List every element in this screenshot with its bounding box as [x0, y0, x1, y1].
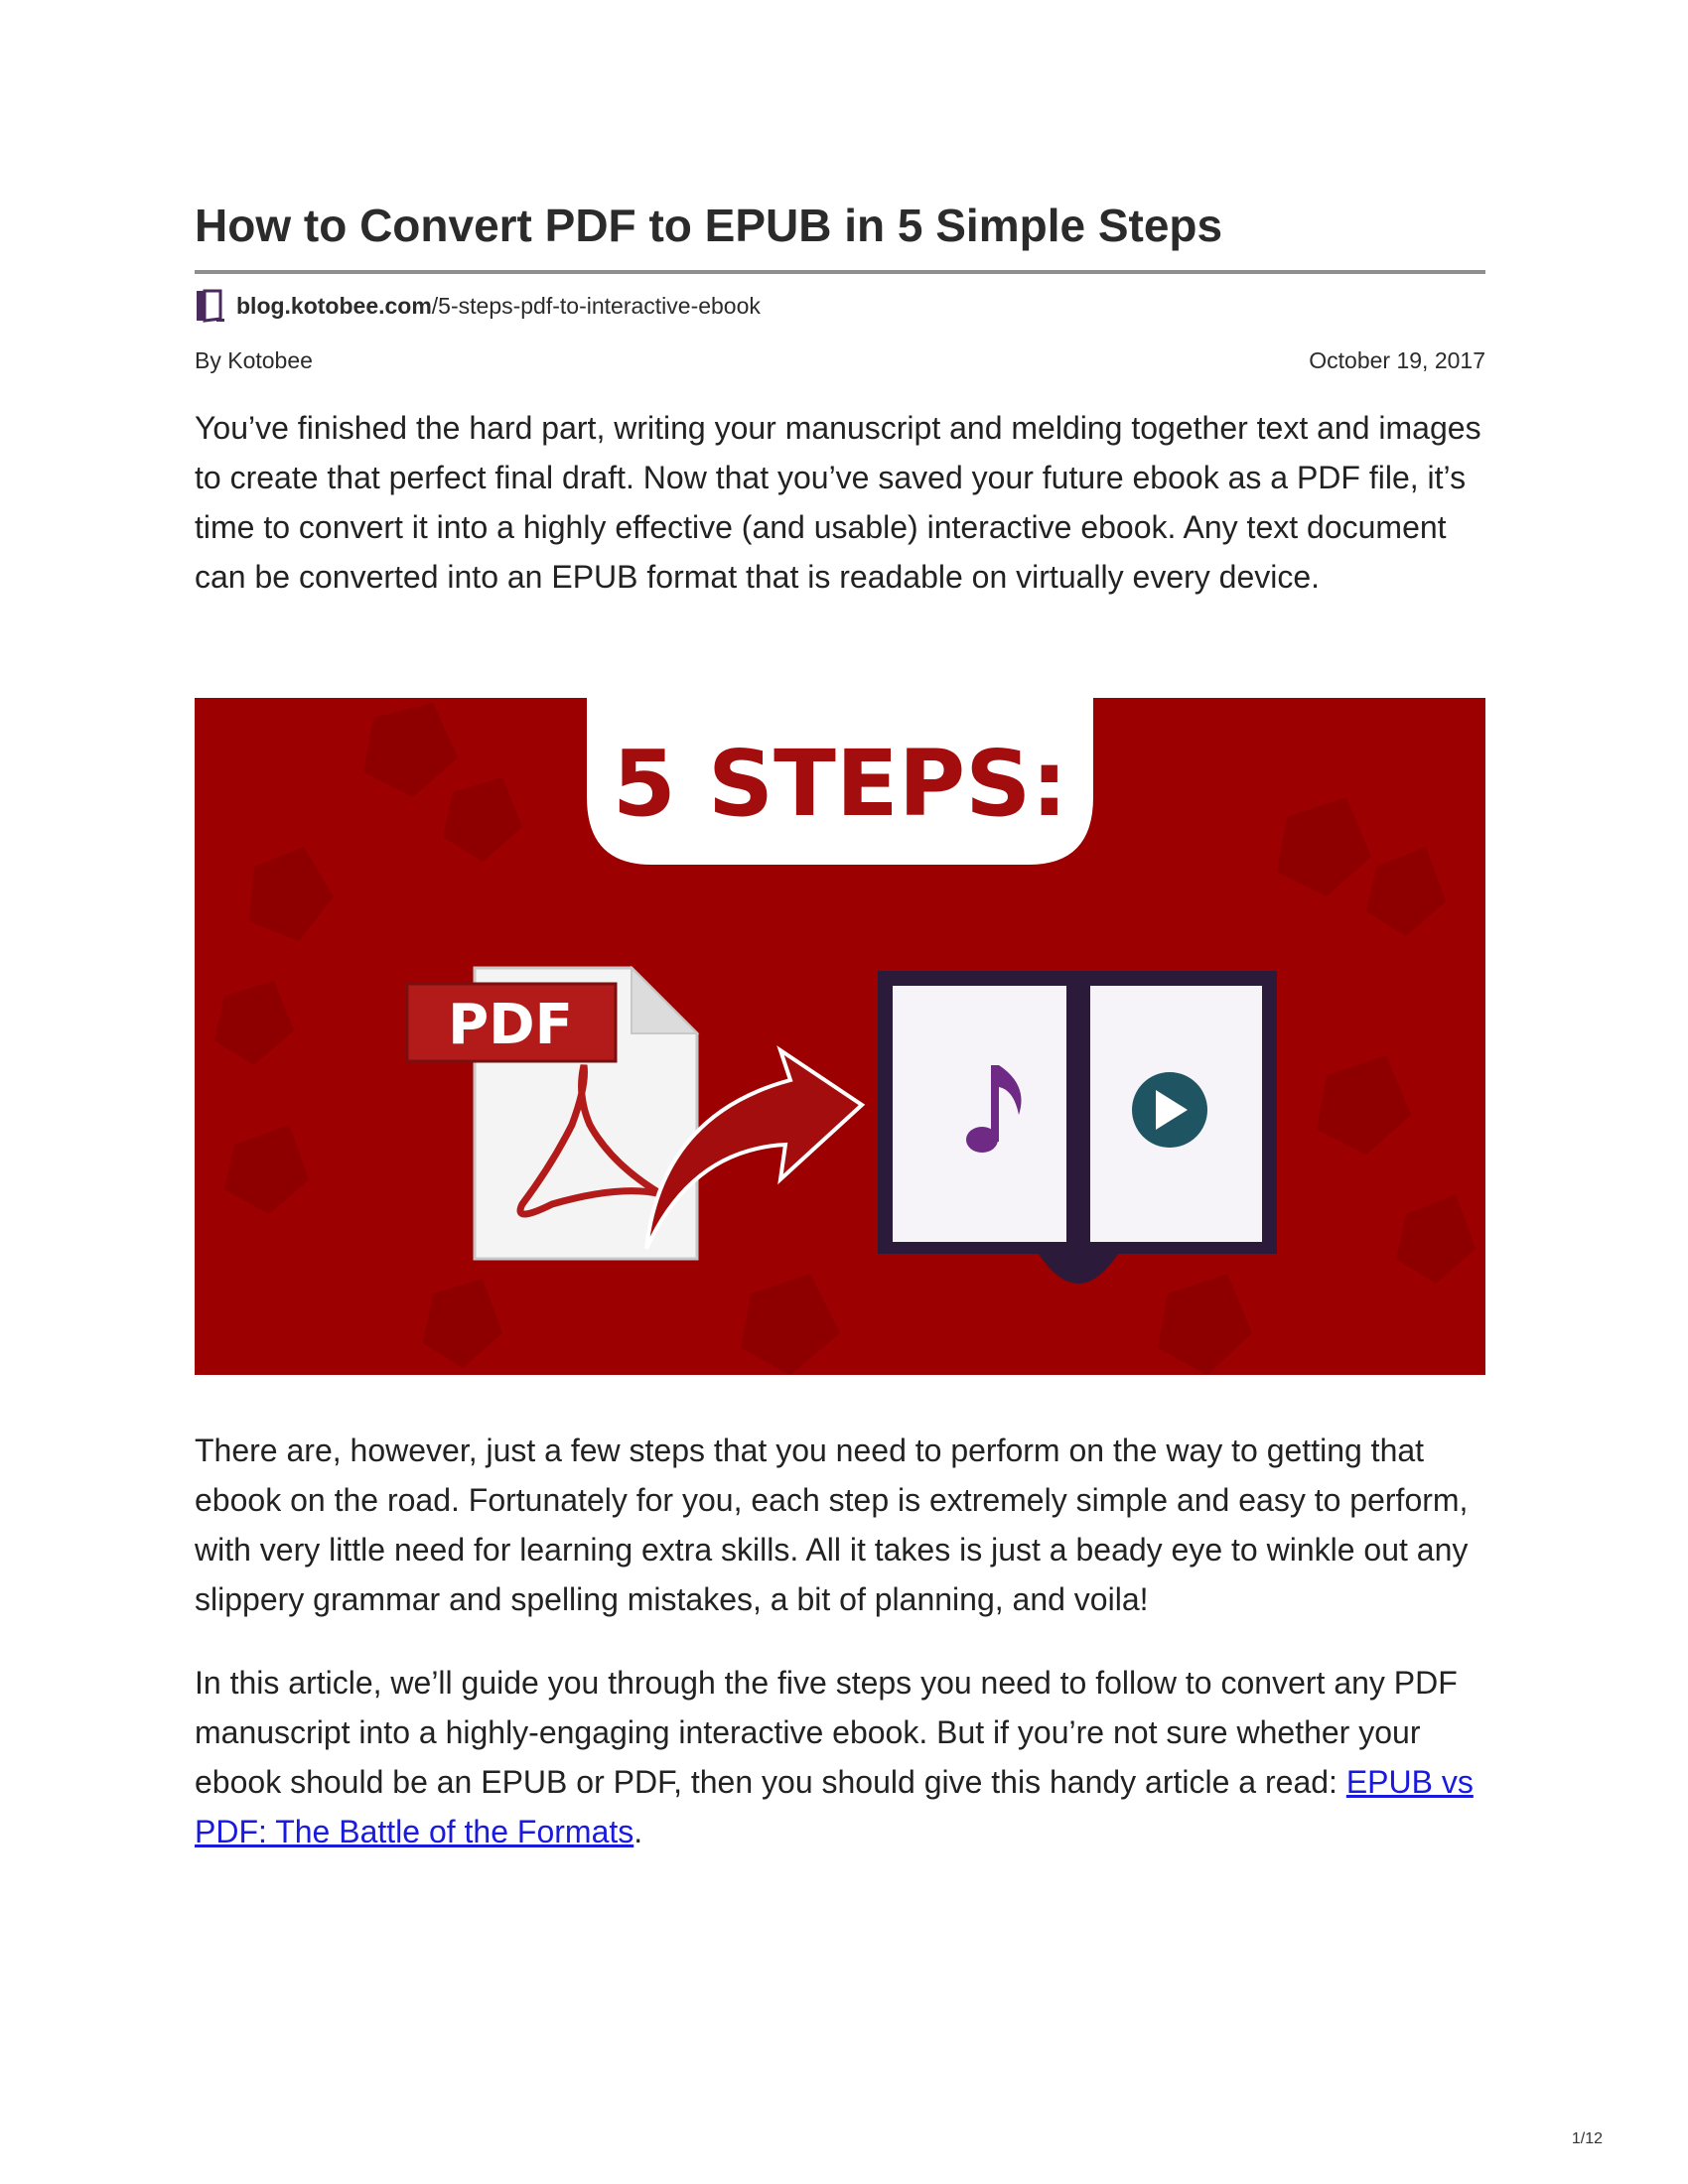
hero-image	[195, 698, 1485, 1375]
article-title: How to Convert PDF to EPUB in 5 Simple Steps	[195, 200, 1223, 251]
page-number: 1/12	[1571, 2130, 1603, 2147]
paragraph-end: .	[633, 1814, 643, 1849]
intro-paragraph: You’ve finished the hard part, writing your manuscript and melding together text and images to create that perfect final draft. Now that you’ve saved your future ebook as a PDF file, it’s time to convert it into a highly effective (and usable) interactive ebook. Any text document can be converted into an EPUB format that is readable on virtually every device.	[195, 410, 1481, 595]
publish-date: October 19, 2017	[1309, 347, 1485, 373]
play-button-icon	[1132, 1072, 1207, 1148]
source-link[interactable]	[195, 288, 761, 324]
source-path[interactable]: /5-steps-pdf-to-interactive-ebook	[431, 292, 761, 319]
source-domain[interactable]: blog.kotobee.com	[236, 292, 432, 319]
pdf-label: PDF	[448, 993, 573, 1057]
kotobee-logo-icon	[195, 289, 226, 323]
open-book-icon	[878, 971, 1277, 1284]
author-byline: By Kotobee	[195, 347, 313, 373]
body-paragraph: There are, however, just a few steps that you need to perform on the way to getting that ebook on the road. Fortunately for you, each step is extremely simple and easy to perform, with very little need for learning extra skills. All it takes is just a beady eye to winkle out any slippery grammar and spelling mistakes, a bit of planning, and voila!	[195, 1433, 1469, 1617]
banner-text: 5 STEPS:	[612, 731, 1068, 837]
body-paragraph-with-link	[195, 1658, 1495, 1856]
epub-vs-pdf-link[interactable]: EPUB vs PDF: The Battle of the Formats	[195, 1764, 1474, 1849]
paragraph-text: In this article, we’ll guide you through the five steps you need to follow to convert any PDF manuscript into a highly-engaging interactive ebook. But if you’re not sure whether your ebook should be an EPUB or PDF, then you should give this handy article a read:	[195, 1665, 1458, 1800]
title-divider	[195, 270, 1485, 274]
